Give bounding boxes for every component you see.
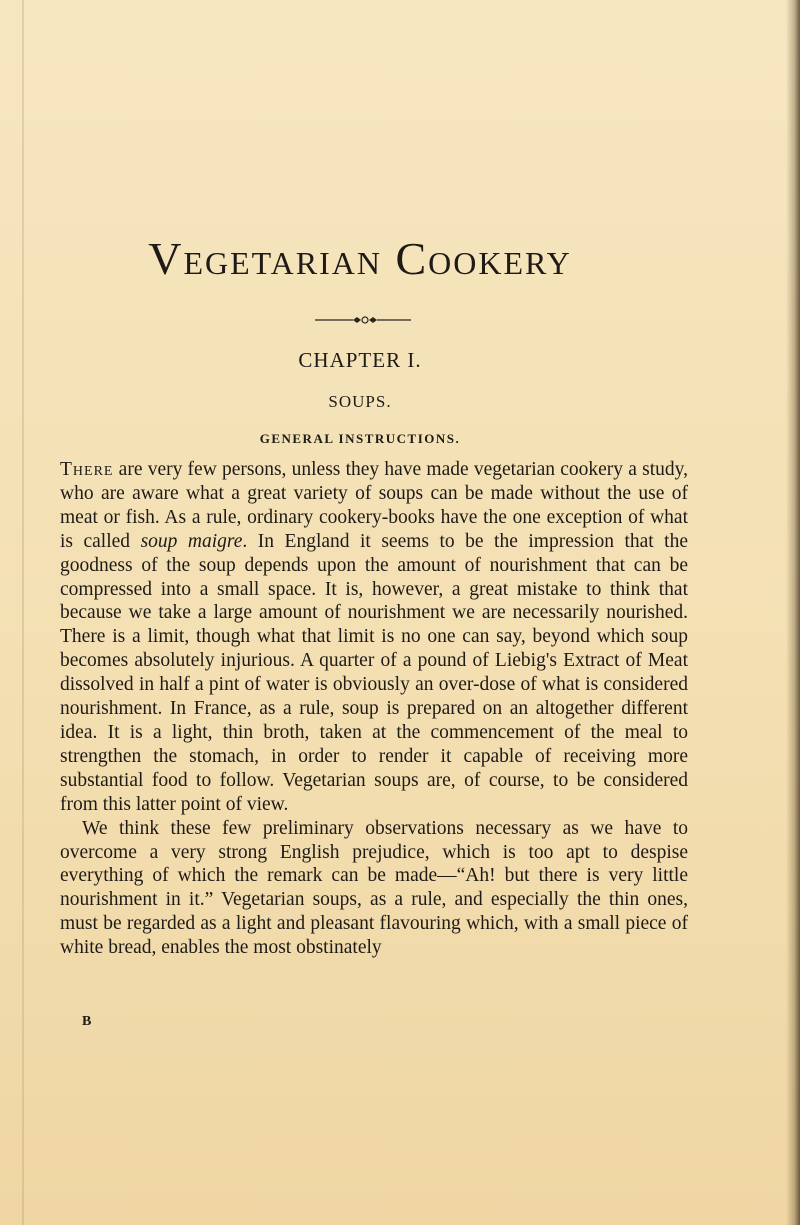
paragraph-1 — [60, 458, 688, 817]
body-text — [60, 458, 688, 960]
signature-mark: B — [82, 1014, 92, 1029]
paragraph-1-text-a: are very few persons, unless they have made vegetarian cookery a study, who are aware what a great variety of soups can be made without the use of meat or fish. As a rule, ordinary cookery-books have the one exception of what is called — [60, 459, 688, 552]
section-heading: SOUPS. — [328, 392, 392, 411]
book-title: Vegetarian Cookery — [148, 233, 572, 284]
paragraph-lead-word: There — [60, 459, 114, 480]
page-crease — [22, 0, 24, 1225]
paragraph-1-text-b: . In England it seems to be the impression that the goodness of the soup depends upon the amount of nourishment that can be compressed into a small space. It is, however, a great mistake to think that because we take a large amount of nourishment we are necessarily nourished. There is a limit, though what that limit is no one can say, beyond which soup becomes absolutely injurious. A quarter of a pound of Liebig's Extract of Meat dissolved in half a pint of water is obviously an over-dose of what is considered nourishment. In France, as a rule, soup is prepared on an altogether different idea. It is a light, thin broth, taken at the commencement of the meal to strengthen the stomach, in order to render it capable of receiving more substantial food to follow. Vegetarian soups are, of course, to be considered from this latter point of view. — [60, 530, 689, 815]
subsection-heading: GENERAL INSTRUCTIONS. — [259, 431, 461, 446]
ornament-divider — [313, 314, 413, 326]
chapter-heading: CHAPTER I. — [298, 348, 422, 372]
emphasized-term: soup maigre — [140, 530, 243, 552]
page-edge-shadow — [786, 0, 800, 1225]
paragraph-2: We think these few preliminary observations necessary as we have to overcome a very strong English prejudice, which is too apt to despise everything of which the remark can be made—“Ah! but there is very little nourishment in it.” Vegetarian soups, as a rule, and especially the thin ones, must be regarded as a light and pleasant flavouring which, with a small piece of white bread, enables the most obstinately — [60, 817, 688, 959]
